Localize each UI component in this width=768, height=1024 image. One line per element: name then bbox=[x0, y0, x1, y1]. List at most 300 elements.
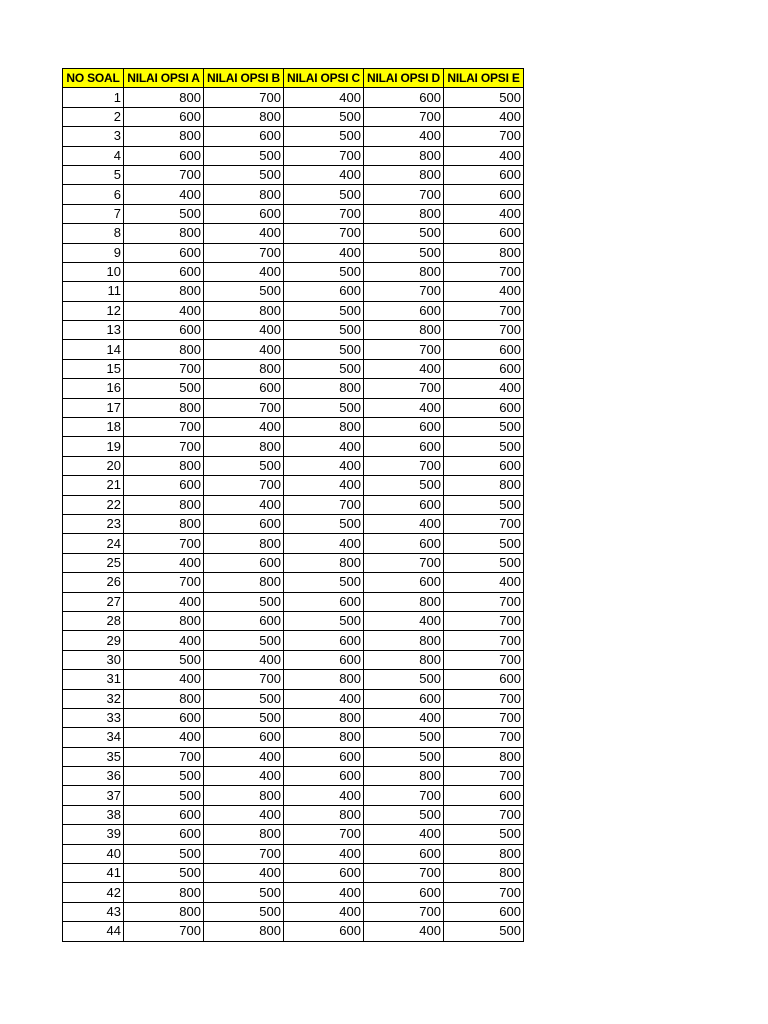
cell-nilai-opsi-e[interactable]: 700 bbox=[444, 262, 524, 281]
cell-nilai-opsi-e[interactable]: 600 bbox=[444, 456, 524, 475]
cell-no-soal[interactable]: 36 bbox=[63, 767, 124, 786]
cell-nilai-opsi-d[interactable]: 800 bbox=[364, 592, 444, 611]
cell-no-soal[interactable]: 34 bbox=[63, 728, 124, 747]
cell-nilai-opsi-d[interactable]: 500 bbox=[364, 747, 444, 766]
cell-nilai-opsi-a[interactable]: 700 bbox=[124, 437, 204, 456]
table-row bbox=[63, 418, 524, 437]
cell-nilai-opsi-e[interactable]: 500 bbox=[444, 534, 524, 553]
cell-nilai-opsi-c[interactable]: 400 bbox=[284, 243, 364, 262]
cell-nilai-opsi-d[interactable]: 700 bbox=[364, 786, 444, 805]
cell-nilai-opsi-e[interactable]: 600 bbox=[444, 786, 524, 805]
cell-nilai-opsi-a[interactable]: 600 bbox=[124, 243, 204, 262]
cell-nilai-opsi-b[interactable]: 800 bbox=[204, 185, 284, 204]
cell-nilai-opsi-d[interactable]: 800 bbox=[364, 631, 444, 650]
cell-nilai-opsi-d[interactable]: 600 bbox=[364, 418, 444, 437]
cell-nilai-opsi-b[interactable]: 800 bbox=[204, 786, 284, 805]
cell-nilai-opsi-e[interactable]: 500 bbox=[444, 418, 524, 437]
cell-nilai-opsi-a[interactable]: 800 bbox=[124, 902, 204, 921]
cell-nilai-opsi-d[interactable]: 600 bbox=[364, 495, 444, 514]
cell-nilai-opsi-b[interactable]: 800 bbox=[204, 359, 284, 378]
cell-no-soal[interactable]: 13 bbox=[63, 321, 124, 340]
table-row bbox=[63, 301, 524, 320]
cell-no-soal[interactable]: 41 bbox=[63, 864, 124, 883]
cell-nilai-opsi-d[interactable]: 400 bbox=[364, 514, 444, 533]
cell-nilai-opsi-a[interactable]: 800 bbox=[124, 398, 204, 417]
cell-nilai-opsi-b[interactable]: 400 bbox=[204, 864, 284, 883]
cell-nilai-opsi-a[interactable]: 500 bbox=[124, 650, 204, 669]
cell-nilai-opsi-b[interactable]: 400 bbox=[204, 262, 284, 281]
table-row bbox=[63, 146, 524, 165]
cell-nilai-opsi-c[interactable]: 500 bbox=[284, 301, 364, 320]
table-row bbox=[63, 514, 524, 533]
cell-nilai-opsi-e[interactable]: 700 bbox=[444, 728, 524, 747]
cell-nilai-opsi-c[interactable]: 400 bbox=[284, 883, 364, 902]
cell-nilai-opsi-c[interactable]: 600 bbox=[284, 922, 364, 941]
cell-nilai-opsi-c[interactable]: 500 bbox=[284, 321, 364, 340]
cell-nilai-opsi-a[interactable]: 600 bbox=[124, 708, 204, 727]
cell-nilai-opsi-b[interactable]: 800 bbox=[204, 107, 284, 126]
cell-nilai-opsi-c[interactable]: 400 bbox=[284, 456, 364, 475]
cell-nilai-opsi-b[interactable]: 500 bbox=[204, 592, 284, 611]
cell-nilai-opsi-d[interactable]: 600 bbox=[364, 573, 444, 592]
cell-nilai-opsi-b[interactable]: 800 bbox=[204, 922, 284, 941]
cell-nilai-opsi-d[interactable]: 600 bbox=[364, 301, 444, 320]
cell-nilai-opsi-a[interactable]: 400 bbox=[124, 301, 204, 320]
cell-nilai-opsi-c[interactable]: 800 bbox=[284, 728, 364, 747]
cell-nilai-opsi-a[interactable]: 400 bbox=[124, 185, 204, 204]
cell-nilai-opsi-b[interactable]: 800 bbox=[204, 301, 284, 320]
cell-no-soal[interactable]: 22 bbox=[63, 495, 124, 514]
cell-nilai-opsi-a[interactable]: 400 bbox=[124, 670, 204, 689]
cell-nilai-opsi-b[interactable]: 600 bbox=[204, 379, 284, 398]
cell-nilai-opsi-c[interactable]: 800 bbox=[284, 418, 364, 437]
table-row bbox=[63, 805, 524, 824]
cell-nilai-opsi-b[interactable]: 400 bbox=[204, 340, 284, 359]
cell-nilai-opsi-b[interactable]: 500 bbox=[204, 282, 284, 301]
cell-nilai-opsi-e[interactable]: 700 bbox=[444, 127, 524, 146]
cell-nilai-opsi-b[interactable]: 700 bbox=[204, 670, 284, 689]
cell-no-soal[interactable]: 3 bbox=[63, 127, 124, 146]
cell-nilai-opsi-c[interactable]: 500 bbox=[284, 398, 364, 417]
cell-nilai-opsi-d[interactable]: 400 bbox=[364, 922, 444, 941]
cell-nilai-opsi-b[interactable]: 500 bbox=[204, 631, 284, 650]
cell-no-soal[interactable]: 5 bbox=[63, 165, 124, 184]
table-row bbox=[63, 573, 524, 592]
cell-nilai-opsi-e[interactable]: 600 bbox=[444, 165, 524, 184]
cell-nilai-opsi-b[interactable]: 600 bbox=[204, 728, 284, 747]
cell-nilai-opsi-e[interactable]: 700 bbox=[444, 514, 524, 533]
cell-nilai-opsi-e[interactable]: 700 bbox=[444, 689, 524, 708]
cell-nilai-opsi-b[interactable]: 500 bbox=[204, 883, 284, 902]
cell-nilai-opsi-d[interactable]: 700 bbox=[364, 902, 444, 921]
cell-nilai-opsi-b[interactable]: 700 bbox=[204, 398, 284, 417]
cell-nilai-opsi-e[interactable]: 700 bbox=[444, 650, 524, 669]
cell-nilai-opsi-e[interactable]: 400 bbox=[444, 573, 524, 592]
cell-nilai-opsi-c[interactable]: 400 bbox=[284, 902, 364, 921]
cell-nilai-opsi-c[interactable]: 700 bbox=[284, 224, 364, 243]
cell-nilai-opsi-a[interactable]: 600 bbox=[124, 321, 204, 340]
cell-nilai-opsi-c[interactable]: 600 bbox=[284, 282, 364, 301]
cell-nilai-opsi-a[interactable]: 800 bbox=[124, 340, 204, 359]
cell-nilai-opsi-a[interactable]: 700 bbox=[124, 359, 204, 378]
cell-no-soal[interactable]: 23 bbox=[63, 514, 124, 533]
cell-nilai-opsi-e[interactable]: 600 bbox=[444, 224, 524, 243]
table-row bbox=[63, 165, 524, 184]
cell-nilai-opsi-d[interactable]: 400 bbox=[364, 825, 444, 844]
cell-nilai-opsi-b[interactable]: 700 bbox=[204, 243, 284, 262]
table-row bbox=[63, 650, 524, 669]
table-row bbox=[63, 592, 524, 611]
table-row bbox=[63, 359, 524, 378]
cell-nilai-opsi-e[interactable]: 700 bbox=[444, 321, 524, 340]
cell-nilai-opsi-a[interactable]: 500 bbox=[124, 844, 204, 863]
cell-nilai-opsi-b[interactable]: 400 bbox=[204, 747, 284, 766]
cell-nilai-opsi-d[interactable]: 700 bbox=[364, 185, 444, 204]
cell-nilai-opsi-d[interactable]: 700 bbox=[364, 340, 444, 359]
cell-nilai-opsi-c[interactable]: 500 bbox=[284, 107, 364, 126]
cell-nilai-opsi-e[interactable]: 500 bbox=[444, 88, 524, 107]
cell-nilai-opsi-d[interactable]: 600 bbox=[364, 844, 444, 863]
cell-nilai-opsi-d[interactable]: 400 bbox=[364, 127, 444, 146]
cell-nilai-opsi-a[interactable]: 700 bbox=[124, 418, 204, 437]
cell-no-soal[interactable]: 33 bbox=[63, 708, 124, 727]
cell-nilai-opsi-a[interactable]: 800 bbox=[124, 456, 204, 475]
header-nilai-opsi-d[interactable]: NILAI OPSI D bbox=[364, 69, 444, 88]
cell-nilai-opsi-e[interactable]: 600 bbox=[444, 185, 524, 204]
cell-nilai-opsi-c[interactable]: 500 bbox=[284, 262, 364, 281]
cell-nilai-opsi-e[interactable]: 800 bbox=[444, 747, 524, 766]
cell-nilai-opsi-d[interactable]: 800 bbox=[364, 650, 444, 669]
cell-nilai-opsi-a[interactable]: 700 bbox=[124, 922, 204, 941]
cell-nilai-opsi-c[interactable]: 400 bbox=[284, 88, 364, 107]
cell-no-soal[interactable]: 28 bbox=[63, 611, 124, 630]
cell-nilai-opsi-b[interactable]: 700 bbox=[204, 476, 284, 495]
cell-nilai-opsi-a[interactable]: 600 bbox=[124, 107, 204, 126]
header-nilai-opsi-b[interactable]: NILAI OPSI B bbox=[204, 69, 284, 88]
table-row bbox=[63, 611, 524, 630]
cell-nilai-opsi-c[interactable]: 500 bbox=[284, 359, 364, 378]
cell-no-soal[interactable]: 40 bbox=[63, 844, 124, 863]
cell-nilai-opsi-d[interactable]: 800 bbox=[364, 767, 444, 786]
cell-nilai-opsi-c[interactable]: 600 bbox=[284, 767, 364, 786]
cell-nilai-opsi-b[interactable]: 400 bbox=[204, 224, 284, 243]
table-row bbox=[63, 786, 524, 805]
table-row bbox=[63, 321, 524, 340]
cell-nilai-opsi-e[interactable]: 500 bbox=[444, 495, 524, 514]
cell-nilai-opsi-d[interactable]: 700 bbox=[364, 282, 444, 301]
cell-nilai-opsi-d[interactable]: 400 bbox=[364, 708, 444, 727]
cell-nilai-opsi-a[interactable]: 600 bbox=[124, 825, 204, 844]
table-row bbox=[63, 495, 524, 514]
cell-nilai-opsi-c[interactable]: 800 bbox=[284, 553, 364, 572]
cell-nilai-opsi-a[interactable]: 700 bbox=[124, 573, 204, 592]
cell-nilai-opsi-a[interactable]: 500 bbox=[124, 379, 204, 398]
cell-nilai-opsi-d[interactable]: 800 bbox=[364, 165, 444, 184]
cell-nilai-opsi-c[interactable]: 400 bbox=[284, 534, 364, 553]
cell-no-soal[interactable]: 7 bbox=[63, 204, 124, 223]
cell-nilai-opsi-d[interactable]: 600 bbox=[364, 437, 444, 456]
cell-nilai-opsi-e[interactable]: 800 bbox=[444, 844, 524, 863]
table-row bbox=[63, 534, 524, 553]
cell-nilai-opsi-c[interactable]: 500 bbox=[284, 127, 364, 146]
cell-nilai-opsi-b[interactable]: 400 bbox=[204, 418, 284, 437]
cell-nilai-opsi-e[interactable]: 700 bbox=[444, 708, 524, 727]
cell-no-soal[interactable]: 32 bbox=[63, 689, 124, 708]
cell-nilai-opsi-b[interactable]: 800 bbox=[204, 573, 284, 592]
header-nilai-opsi-a[interactable]: NILAI OPSI A bbox=[124, 69, 204, 88]
cell-nilai-opsi-c[interactable]: 400 bbox=[284, 476, 364, 495]
cell-nilai-opsi-d[interactable]: 500 bbox=[364, 243, 444, 262]
cell-nilai-opsi-e[interactable]: 700 bbox=[444, 301, 524, 320]
table-row bbox=[63, 844, 524, 863]
cell-nilai-opsi-d[interactable]: 600 bbox=[364, 534, 444, 553]
cell-nilai-opsi-c[interactable]: 400 bbox=[284, 689, 364, 708]
cell-no-soal[interactable]: 20 bbox=[63, 456, 124, 475]
cell-nilai-opsi-b[interactable]: 700 bbox=[204, 88, 284, 107]
cell-nilai-opsi-e[interactable]: 600 bbox=[444, 359, 524, 378]
table-row bbox=[63, 708, 524, 727]
cell-nilai-opsi-d[interactable]: 400 bbox=[364, 611, 444, 630]
cell-no-soal[interactable]: 43 bbox=[63, 902, 124, 921]
cell-nilai-opsi-d[interactable]: 800 bbox=[364, 146, 444, 165]
cell-nilai-opsi-b[interactable]: 400 bbox=[204, 495, 284, 514]
cell-nilai-opsi-d[interactable]: 800 bbox=[364, 204, 444, 223]
header-nilai-opsi-e[interactable]: NILAI OPSI E bbox=[444, 69, 524, 88]
cell-nilai-opsi-e[interactable]: 400 bbox=[444, 107, 524, 126]
cell-no-soal[interactable]: 26 bbox=[63, 573, 124, 592]
cell-no-soal[interactable]: 12 bbox=[63, 301, 124, 320]
cell-nilai-opsi-b[interactable]: 800 bbox=[204, 825, 284, 844]
cell-nilai-opsi-a[interactable]: 500 bbox=[124, 767, 204, 786]
cell-nilai-opsi-a[interactable]: 700 bbox=[124, 747, 204, 766]
cell-nilai-opsi-c[interactable]: 600 bbox=[284, 650, 364, 669]
header-nilai-opsi-c[interactable]: NILAI OPSI C bbox=[284, 69, 364, 88]
cell-no-soal[interactable]: 15 bbox=[63, 359, 124, 378]
cell-nilai-opsi-d[interactable]: 500 bbox=[364, 224, 444, 243]
cell-nilai-opsi-d[interactable]: 800 bbox=[364, 262, 444, 281]
cell-nilai-opsi-a[interactable]: 800 bbox=[124, 514, 204, 533]
cell-nilai-opsi-b[interactable]: 500 bbox=[204, 708, 284, 727]
cell-nilai-opsi-a[interactable]: 800 bbox=[124, 495, 204, 514]
cell-nilai-opsi-e[interactable]: 500 bbox=[444, 437, 524, 456]
cell-nilai-opsi-d[interactable]: 600 bbox=[364, 689, 444, 708]
cell-nilai-opsi-d[interactable]: 400 bbox=[364, 359, 444, 378]
cell-nilai-opsi-d[interactable]: 400 bbox=[364, 398, 444, 417]
cell-nilai-opsi-e[interactable]: 700 bbox=[444, 805, 524, 824]
cell-nilai-opsi-b[interactable]: 400 bbox=[204, 650, 284, 669]
cell-nilai-opsi-d[interactable]: 700 bbox=[364, 379, 444, 398]
cell-nilai-opsi-b[interactable]: 600 bbox=[204, 514, 284, 533]
cell-nilai-opsi-c[interactable]: 800 bbox=[284, 805, 364, 824]
cell-nilai-opsi-a[interactable]: 400 bbox=[124, 592, 204, 611]
cell-nilai-opsi-c[interactable]: 700 bbox=[284, 825, 364, 844]
cell-nilai-opsi-b[interactable]: 600 bbox=[204, 611, 284, 630]
header-no-soal[interactable]: NO SOAL bbox=[63, 69, 124, 88]
cell-no-soal[interactable]: 16 bbox=[63, 379, 124, 398]
cell-nilai-opsi-e[interactable]: 700 bbox=[444, 592, 524, 611]
table-body bbox=[63, 88, 524, 941]
table-row bbox=[63, 340, 524, 359]
cell-nilai-opsi-e[interactable]: 700 bbox=[444, 631, 524, 650]
cell-nilai-opsi-e[interactable]: 500 bbox=[444, 553, 524, 572]
cell-no-soal[interactable]: 8 bbox=[63, 224, 124, 243]
cell-nilai-opsi-c[interactable]: 500 bbox=[284, 185, 364, 204]
cell-nilai-opsi-b[interactable]: 500 bbox=[204, 902, 284, 921]
cell-nilai-opsi-c[interactable]: 400 bbox=[284, 437, 364, 456]
cell-nilai-opsi-e[interactable]: 400 bbox=[444, 282, 524, 301]
table-row bbox=[63, 728, 524, 747]
cell-no-soal[interactable]: 2 bbox=[63, 107, 124, 126]
cell-nilai-opsi-a[interactable]: 800 bbox=[124, 611, 204, 630]
cell-nilai-opsi-d[interactable]: 500 bbox=[364, 805, 444, 824]
cell-nilai-opsi-b[interactable]: 800 bbox=[204, 437, 284, 456]
cell-nilai-opsi-e[interactable]: 600 bbox=[444, 670, 524, 689]
cell-nilai-opsi-d[interactable]: 800 bbox=[364, 321, 444, 340]
cell-nilai-opsi-c[interactable]: 600 bbox=[284, 631, 364, 650]
cell-nilai-opsi-b[interactable]: 500 bbox=[204, 146, 284, 165]
cell-nilai-opsi-d[interactable]: 600 bbox=[364, 883, 444, 902]
cell-nilai-opsi-c[interactable]: 800 bbox=[284, 379, 364, 398]
cell-no-soal[interactable]: 30 bbox=[63, 650, 124, 669]
cell-nilai-opsi-d[interactable]: 500 bbox=[364, 728, 444, 747]
cell-nilai-opsi-a[interactable]: 500 bbox=[124, 786, 204, 805]
cell-nilai-opsi-a[interactable]: 600 bbox=[124, 476, 204, 495]
cell-nilai-opsi-d[interactable]: 500 bbox=[364, 670, 444, 689]
cell-nilai-opsi-b[interactable]: 600 bbox=[204, 127, 284, 146]
cell-no-soal[interactable]: 17 bbox=[63, 398, 124, 417]
cell-no-soal[interactable]: 18 bbox=[63, 418, 124, 437]
cell-no-soal[interactable]: 10 bbox=[63, 262, 124, 281]
cell-nilai-opsi-a[interactable]: 700 bbox=[124, 534, 204, 553]
cell-nilai-opsi-e[interactable]: 500 bbox=[444, 825, 524, 844]
cell-nilai-opsi-e[interactable]: 400 bbox=[444, 146, 524, 165]
table-row bbox=[63, 631, 524, 650]
cell-nilai-opsi-c[interactable]: 400 bbox=[284, 844, 364, 863]
table-row bbox=[63, 243, 524, 262]
cell-nilai-opsi-c[interactable]: 600 bbox=[284, 592, 364, 611]
cell-no-soal[interactable]: 25 bbox=[63, 553, 124, 572]
cell-nilai-opsi-a[interactable]: 800 bbox=[124, 127, 204, 146]
cell-nilai-opsi-a[interactable]: 500 bbox=[124, 864, 204, 883]
cell-nilai-opsi-c[interactable]: 700 bbox=[284, 204, 364, 223]
cell-nilai-opsi-e[interactable]: 500 bbox=[444, 922, 524, 941]
table-row bbox=[63, 476, 524, 495]
cell-no-soal[interactable]: 27 bbox=[63, 592, 124, 611]
cell-no-soal[interactable]: 42 bbox=[63, 883, 124, 902]
cell-no-soal[interactable]: 31 bbox=[63, 670, 124, 689]
cell-no-soal[interactable]: 1 bbox=[63, 88, 124, 107]
table-row bbox=[63, 185, 524, 204]
cell-nilai-opsi-a[interactable]: 400 bbox=[124, 631, 204, 650]
cell-nilai-opsi-b[interactable]: 600 bbox=[204, 204, 284, 223]
cell-nilai-opsi-e[interactable]: 400 bbox=[444, 379, 524, 398]
cell-no-soal[interactable]: 19 bbox=[63, 437, 124, 456]
cell-no-soal[interactable]: 21 bbox=[63, 476, 124, 495]
cell-nilai-opsi-e[interactable]: 600 bbox=[444, 902, 524, 921]
cell-nilai-opsi-a[interactable]: 800 bbox=[124, 88, 204, 107]
cell-nilai-opsi-c[interactable]: 600 bbox=[284, 747, 364, 766]
cell-nilai-opsi-e[interactable]: 700 bbox=[444, 883, 524, 902]
cell-no-soal[interactable]: 9 bbox=[63, 243, 124, 262]
cell-nilai-opsi-b[interactable]: 500 bbox=[204, 689, 284, 708]
cell-nilai-opsi-c[interactable]: 500 bbox=[284, 340, 364, 359]
cell-nilai-opsi-b[interactable]: 500 bbox=[204, 165, 284, 184]
cell-nilai-opsi-c[interactable]: 800 bbox=[284, 670, 364, 689]
cell-nilai-opsi-a[interactable]: 600 bbox=[124, 262, 204, 281]
cell-nilai-opsi-a[interactable]: 800 bbox=[124, 689, 204, 708]
cell-nilai-opsi-e[interactable]: 600 bbox=[444, 340, 524, 359]
cell-nilai-opsi-b[interactable]: 400 bbox=[204, 767, 284, 786]
cell-no-soal[interactable]: 6 bbox=[63, 185, 124, 204]
cell-nilai-opsi-a[interactable]: 800 bbox=[124, 224, 204, 243]
cell-nilai-opsi-c[interactable]: 400 bbox=[284, 165, 364, 184]
cell-nilai-opsi-d[interactable]: 700 bbox=[364, 553, 444, 572]
cell-nilai-opsi-a[interactable]: 400 bbox=[124, 728, 204, 747]
cell-no-soal[interactable]: 37 bbox=[63, 786, 124, 805]
table-row bbox=[63, 864, 524, 883]
cell-nilai-opsi-b[interactable]: 700 bbox=[204, 844, 284, 863]
cell-nilai-opsi-e[interactable]: 800 bbox=[444, 243, 524, 262]
cell-nilai-opsi-a[interactable]: 800 bbox=[124, 883, 204, 902]
cell-nilai-opsi-b[interactable]: 500 bbox=[204, 456, 284, 475]
cell-nilai-opsi-a[interactable]: 600 bbox=[124, 805, 204, 824]
cell-nilai-opsi-e[interactable]: 400 bbox=[444, 204, 524, 223]
cell-no-soal[interactable]: 14 bbox=[63, 340, 124, 359]
score-table bbox=[62, 68, 524, 942]
cell-nilai-opsi-e[interactable]: 600 bbox=[444, 398, 524, 417]
cell-nilai-opsi-c[interactable]: 700 bbox=[284, 495, 364, 514]
cell-no-soal[interactable]: 35 bbox=[63, 747, 124, 766]
cell-nilai-opsi-e[interactable]: 800 bbox=[444, 864, 524, 883]
cell-nilai-opsi-d[interactable]: 600 bbox=[364, 88, 444, 107]
cell-nilai-opsi-c[interactable]: 500 bbox=[284, 611, 364, 630]
cell-nilai-opsi-b[interactable]: 600 bbox=[204, 553, 284, 572]
cell-nilai-opsi-d[interactable]: 700 bbox=[364, 107, 444, 126]
cell-no-soal[interactable]: 39 bbox=[63, 825, 124, 844]
cell-nilai-opsi-d[interactable]: 700 bbox=[364, 456, 444, 475]
cell-nilai-opsi-c[interactable]: 700 bbox=[284, 146, 364, 165]
cell-nilai-opsi-c[interactable]: 800 bbox=[284, 708, 364, 727]
cell-nilai-opsi-b[interactable]: 400 bbox=[204, 321, 284, 340]
cell-no-soal[interactable]: 29 bbox=[63, 631, 124, 650]
cell-no-soal[interactable]: 38 bbox=[63, 805, 124, 824]
cell-nilai-opsi-a[interactable]: 600 bbox=[124, 146, 204, 165]
cell-nilai-opsi-c[interactable]: 600 bbox=[284, 864, 364, 883]
cell-nilai-opsi-d[interactable]: 700 bbox=[364, 864, 444, 883]
table-row bbox=[63, 883, 524, 902]
cell-nilai-opsi-b[interactable]: 800 bbox=[204, 534, 284, 553]
cell-nilai-opsi-a[interactable]: 700 bbox=[124, 165, 204, 184]
cell-no-soal[interactable]: 44 bbox=[63, 922, 124, 941]
cell-nilai-opsi-e[interactable]: 700 bbox=[444, 767, 524, 786]
cell-no-soal[interactable]: 4 bbox=[63, 146, 124, 165]
table-row bbox=[63, 398, 524, 417]
cell-nilai-opsi-a[interactable]: 500 bbox=[124, 204, 204, 223]
cell-nilai-opsi-d[interactable]: 500 bbox=[364, 476, 444, 495]
cell-nilai-opsi-b[interactable]: 400 bbox=[204, 805, 284, 824]
cell-no-soal[interactable]: 24 bbox=[63, 534, 124, 553]
cell-no-soal[interactable]: 11 bbox=[63, 282, 124, 301]
cell-nilai-opsi-c[interactable]: 500 bbox=[284, 573, 364, 592]
cell-nilai-opsi-c[interactable]: 400 bbox=[284, 786, 364, 805]
cell-nilai-opsi-c[interactable]: 500 bbox=[284, 514, 364, 533]
cell-nilai-opsi-a[interactable]: 400 bbox=[124, 553, 204, 572]
table-row bbox=[63, 922, 524, 941]
cell-nilai-opsi-e[interactable]: 700 bbox=[444, 611, 524, 630]
cell-nilai-opsi-a[interactable]: 800 bbox=[124, 282, 204, 301]
cell-nilai-opsi-e[interactable]: 800 bbox=[444, 476, 524, 495]
table-row bbox=[63, 747, 524, 766]
